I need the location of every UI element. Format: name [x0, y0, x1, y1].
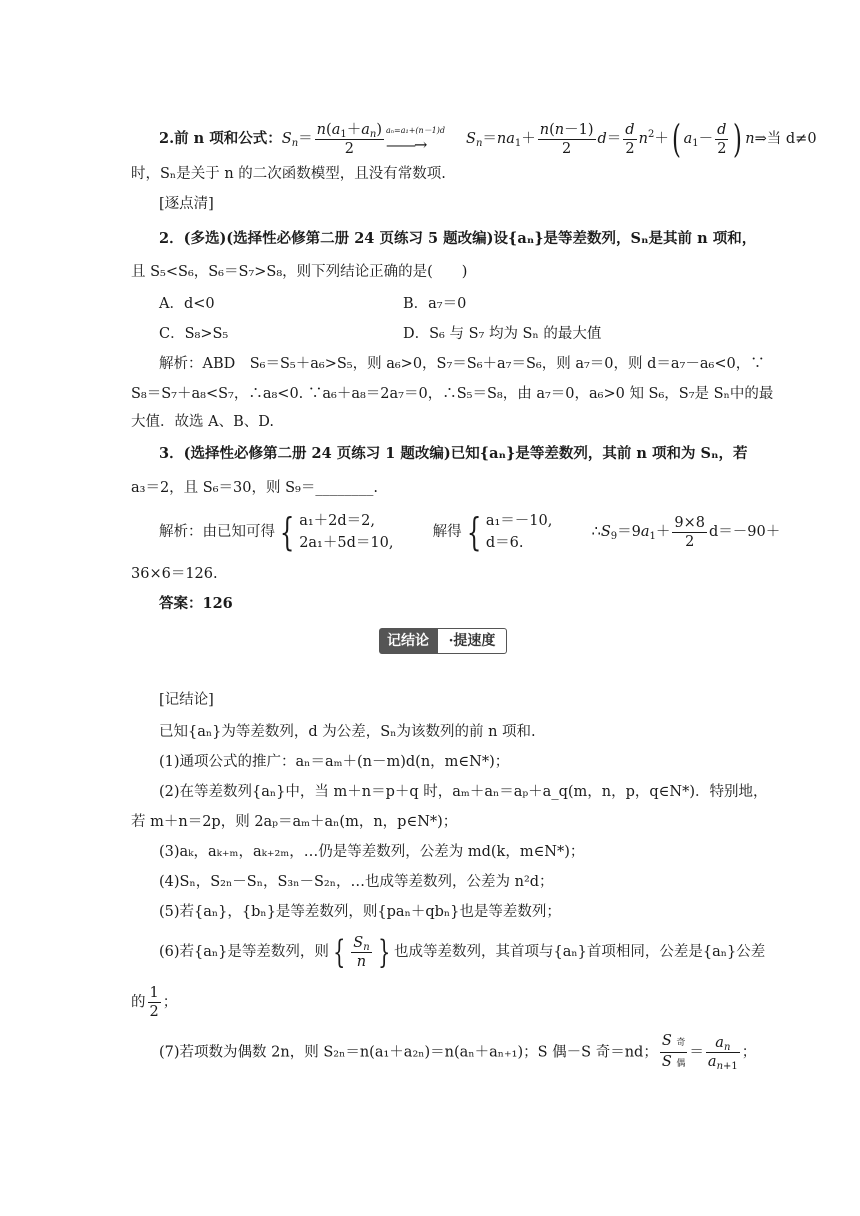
- conclusion-7: (7)若项数为偶数 2n，则 S₂ₙ＝n(a₁＋a₂ₙ)＝n(aₙ＋aₙ₊₁)；S 偶－S 奇＝nd； $\frac{\text{S 奇}}{\text{S 偶}}$ ＝ $\frac{a_n}{a_{n+1}}$ ；: [159, 1033, 757, 1072]
- conclusion-4: (4)Sₙ，S₂ₙ－Sₙ，S₃ₙ－S₂ₙ，…也成等差数列，公差为 n²d；: [159, 874, 554, 890]
- fraction: $\frac{\text{S 奇}}{\text{S 偶}}$: [661, 1033, 686, 1070]
- question-3-line-1: 3．(选择性必修第二册 24 页练习 1 题改编)已知{aₙ}是等差数列，其前 n 项和为 Sₙ，若: [159, 445, 748, 462]
- solve-label: 解得: [432, 524, 462, 540]
- fraction: $\frac{d}{2}$: [625, 121, 635, 157]
- conclusion-5: (5)若{aₙ}，{bₙ}是等差数列，则{paₙ＋qbₙ}也是等差数列；: [159, 904, 561, 920]
- conclusion-3: (3)aₖ，aₖ₊ₘ，aₖ₊₂ₘ，…仍是等差数列，公差为 md(k，m∈N*)；: [159, 844, 585, 860]
- conclusion-6-line-1: (6)若{aₙ}是等差数列，则 { $\frac{S_n}{n}$ } 也成等差数列，其首项与{aₙ}首项相同，公差是{aₙ}公差: [159, 933, 766, 971]
- section-banner: [379, 628, 507, 654]
- tag-practice: [逐点清]: [159, 196, 214, 212]
- question-2-line-1: 2．(多选)(选择性必修第二册 24 页练习 5 题改编)设{aₙ}是等差数列，Sₙ是其前 n 项和，: [159, 230, 757, 247]
- fraction: $\frac{d}{2}$: [717, 121, 727, 157]
- solution-system: a₁＝－10, d＝6.: [485, 513, 553, 551]
- solution-3-line-2: 36×6＝126.: [131, 566, 218, 582]
- solution-label: 解析：由已知可得: [159, 524, 275, 540]
- conclusion-2-line-2: 若 m＋n＝2p，则 2aₚ＝aₘ＋aₙ(m，n，p∈N*)；: [131, 814, 458, 830]
- formula-conclusion: ⇒当 d≠0: [754, 131, 817, 147]
- conclusion-6-line-2: 的 $\frac{1}{2}$ ；: [131, 985, 178, 1020]
- conclusions-intro: 已知{aₙ}为等差数列，d 为公差，Sₙ为该数列的前 n 项和.: [159, 724, 536, 740]
- conclusion-2-line-1: (2)在等差数列{aₙ}中，当 m＋n＝p＋q 时，aₘ＋aₙ＝aₚ＋a_q(m，n，p，q∈N*)．特别地，: [159, 784, 768, 800]
- banner-label-light: ·提速度: [437, 628, 507, 654]
- tag-conclusions: [记结论]: [159, 692, 214, 708]
- fraction: $\frac{S_n}{n}$: [353, 934, 370, 970]
- banner-label-dark: 记结论: [379, 628, 437, 654]
- solution-2-line-2: S₈＝S₇＋a₈<S₇，∴a₈<0. ∵a₆＋a₈＝2a₇＝0，∴S₅＝S₈，由 a₇＝0，a₆>0 知 S₆，S₇是 Sₙ中的最: [131, 386, 774, 402]
- solution-2-line-3: 大值．故选 A、B、D.: [131, 414, 274, 430]
- equation-system: a₁＋2d＝2, 2a₁＋5d＝10,: [299, 513, 394, 551]
- question-2-line-2: 且 S₅<S₆，S₆＝S₇>S₈，则下列结论正确的是( ): [131, 264, 468, 280]
- option-b: B．a₇＝0: [403, 296, 467, 312]
- fraction: $\frac{9\times 8}{2}$: [674, 514, 706, 550]
- fraction: $\frac{n(n-1)}{2}$: [539, 121, 594, 157]
- solution-3-line-1: 解析：由已知可得 { a₁＋2d＝2, 2a₁＋5d＝10, 解得 { a₁＝－10, d＝6. $\therefore S_9=9a_1+$ $\frac{9\times 8}{2}$ d＝－90＋: [159, 510, 781, 554]
- answer-3: 答案：126: [159, 595, 233, 612]
- fraction: $\frac{1}{2}$: [149, 985, 159, 1020]
- formula-heading: 2.前 n 项和公式：: [159, 130, 282, 147]
- sum-formula-line: 2.前 n 项和公式：$S_n=$ $\frac{n(a_1+a_n)}{2}$ aₙ=a₁+(n－1)d ——→ $S_n=na_1+$ $\frac{n(n-1)}{2}$ d＝ $\frac{d}{2}$ $n^2+$( $a_1-$ $\frac{d}{2}$ ) n⇒当 d≠0: [159, 117, 817, 161]
- fraction: $\frac{n(a_1+a_n)}{2}$: [316, 121, 382, 157]
- fraction: $\frac{a_n}{a_{n+1}}$: [707, 1035, 738, 1072]
- option-c: C．S₈>S₅: [159, 326, 229, 342]
- option-a: A．d<0: [159, 296, 215, 312]
- conclusion-1: (1)通项公式的推广：aₙ＝aₘ＋(n－m)d(n，m∈N*)；: [159, 754, 510, 770]
- formula-conclusion-line: 时，Sₙ是关于 n 的二次函数模型，且没有常数项.: [131, 166, 446, 182]
- arrow-substitution: aₙ=a₁+(n－1)d ——→: [386, 126, 445, 154]
- option-d: D．S₆ 与 S₇ 均为 Sₙ 的最大值: [403, 326, 602, 342]
- question-3-line-2: a₃＝2，且 S₆＝30，则 S₉＝________.: [131, 480, 378, 496]
- solution-2-line-1: 解析：ABD S₆＝S₅＋a₆>S₅，则 a₆>0，S₇＝S₆＋a₇＝S₆，则 a₇＝0，则 d＝a₇－a₆<0，∵: [159, 356, 765, 372]
